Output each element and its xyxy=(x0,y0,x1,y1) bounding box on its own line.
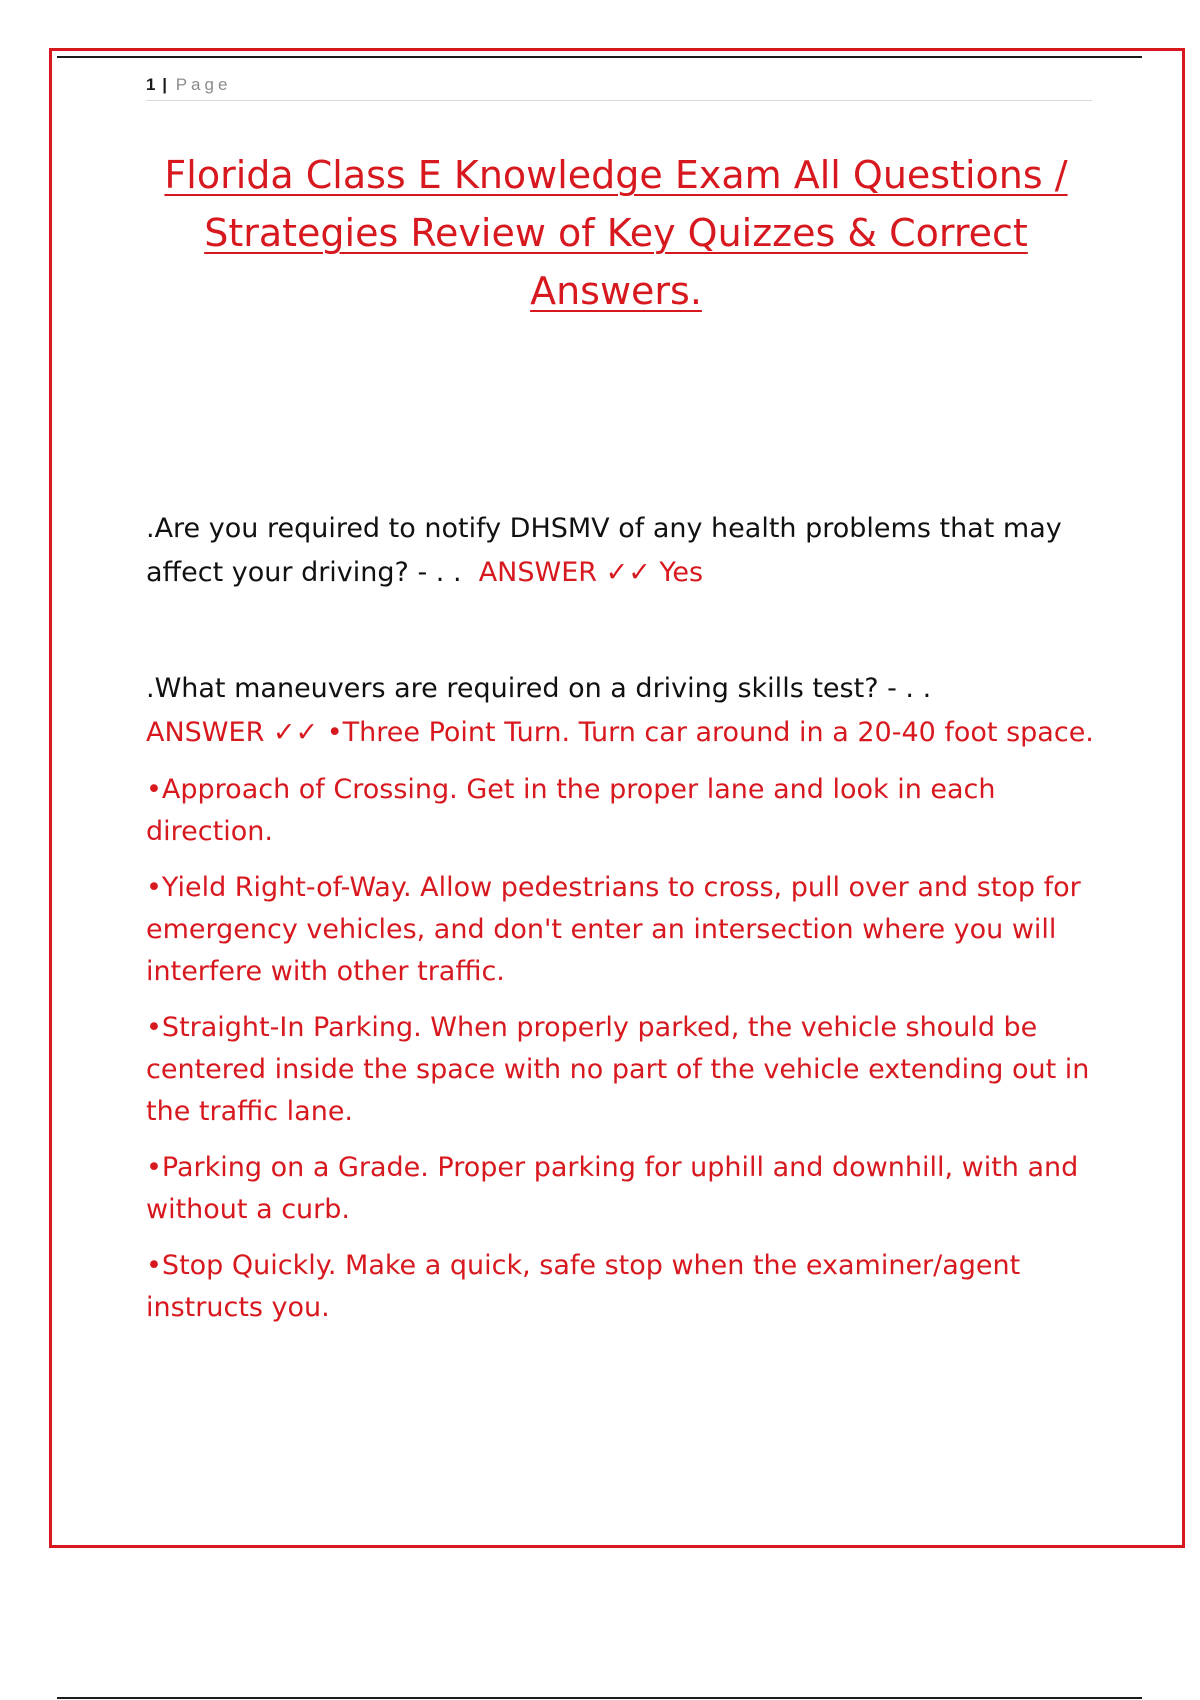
answer-list-item: •Approach of Crossing. Get in the proper lane and look in each direction. xyxy=(146,774,996,847)
qa-item-2 xyxy=(146,667,1096,1329)
question-text: .What maneuvers are required on a driving skills test? - . . xyxy=(146,673,932,704)
qa-item-1 xyxy=(146,507,1096,595)
answer-list-item: •Straight-In Parking. When properly parked, the vehicle should be centered inside the space with no part of the vehicle extending out in the traffic lane. xyxy=(146,1012,1090,1127)
document-title: Florida Class E Knowledge Exam All Questions / Strategies Review of Key Quizzes & Correct Answers. xyxy=(164,153,1068,313)
bottom-rule xyxy=(57,1697,1142,1699)
answer-text: ANSWER ✓✓ •Three Point Turn. Turn car around in a 20-40 foot space. xyxy=(146,717,1094,748)
page-number: 1 xyxy=(146,75,156,94)
answer-text: ANSWER ✓✓ Yes xyxy=(478,557,704,588)
answer-list-item: •Stop Quickly. Make a quick, safe stop when the examiner/agent instructs you. xyxy=(146,1250,1021,1323)
answer-list-item: •Parking on a Grade. Proper parking for uphill and downhill, with and without a curb. xyxy=(146,1152,1079,1225)
answer-list-item: •Yield Right-of-Way. Allow pedestrians to cross, pull over and stop for emergency vehicles, and don't enter an intersection where you will interfere with other traffic. xyxy=(146,872,1081,987)
question-text: .Are you required to notify DHSMV of any health problems that may affect your driving? - . . xyxy=(146,513,1062,588)
document-body xyxy=(146,507,1096,1329)
page-label: Page xyxy=(175,75,232,94)
page-separator: | xyxy=(162,75,167,94)
page-header xyxy=(146,74,1092,101)
